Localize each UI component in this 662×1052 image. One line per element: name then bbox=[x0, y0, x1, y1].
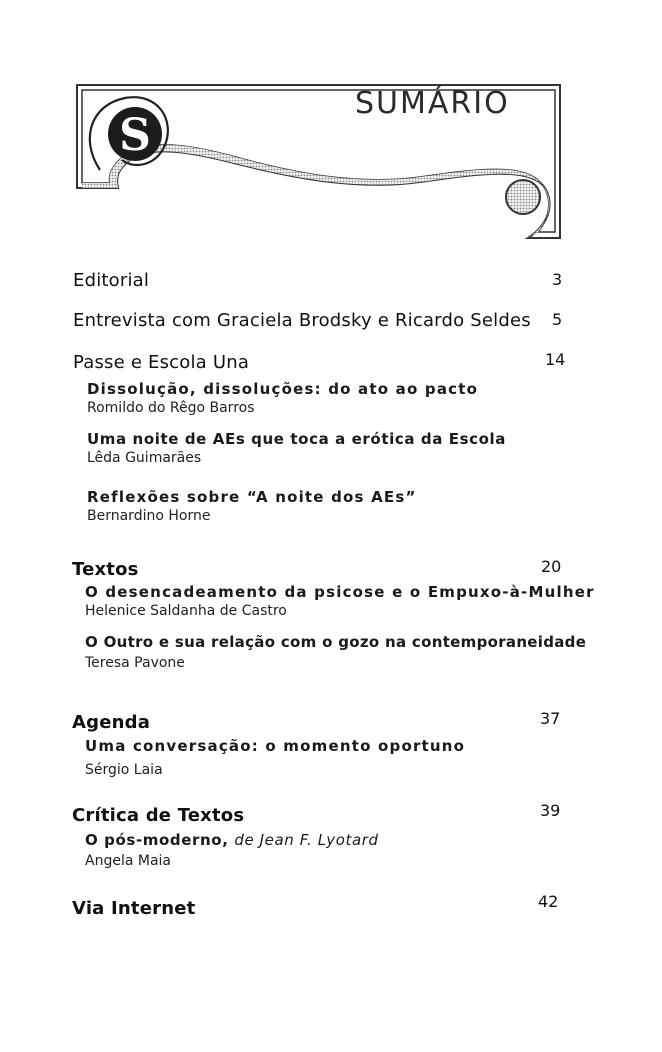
toc-section-editorial[interactable]: Editorial bbox=[73, 270, 150, 291]
toc-section-textos[interactable]: Textos bbox=[72, 559, 139, 580]
toc-section-passe[interactable]: Passe e Escola Una bbox=[73, 352, 250, 373]
toc-page-textos: 20 bbox=[541, 557, 562, 576]
page-title: SUMÁRIO bbox=[355, 86, 510, 121]
header-ornament bbox=[0, 0, 662, 250]
toc-article-author: Teresa Pavone bbox=[85, 655, 185, 671]
toc-page-internet: 42 bbox=[538, 892, 559, 911]
toc-article-title-main: O pós-moderno, bbox=[85, 831, 229, 849]
toc-article-title[interactable]: Uma conversação: o momento oportuno bbox=[85, 737, 466, 755]
toc-page-editorial: 3 bbox=[552, 270, 563, 289]
toc-section-critica[interactable]: Crítica de Textos bbox=[72, 805, 245, 826]
toc-article-author: Helenice Saldanha de Castro bbox=[85, 603, 287, 619]
toc-page-passe: 14 bbox=[545, 350, 566, 369]
toc-page-agenda: 37 bbox=[540, 709, 561, 728]
toc-section-internet[interactable]: Via Internet bbox=[72, 898, 196, 919]
ornament-ball bbox=[506, 180, 540, 214]
toc-article-title-suffix: de Jean F. Lyotard bbox=[234, 831, 379, 849]
toc-article-title[interactable]: O Outro e sua relação com o gozo na contemporaneidade bbox=[85, 633, 587, 651]
toc-article-title[interactable]: Reflexões sobre “A noite dos AEs” bbox=[87, 488, 417, 506]
toc-article-author: Lêda Guimarães bbox=[87, 450, 202, 466]
toc-section-agenda[interactable]: Agenda bbox=[72, 712, 151, 733]
toc-section-entrevista[interactable]: Entrevista com Graciela Brodsky e Ricardo Seldes bbox=[73, 310, 531, 331]
toc-article-author: Romildo do Rêgo Barros bbox=[87, 400, 255, 416]
toc-article-author: Angela Maia bbox=[85, 853, 171, 869]
toc-article-title[interactable]: Dissolução, dissoluções: do ato ao pacto bbox=[87, 380, 479, 398]
toc-page-entrevista: 5 bbox=[552, 310, 563, 329]
toc-article-author: Sérgio Laia bbox=[85, 762, 163, 778]
toc-article-title[interactable]: Uma noite de AEs que toca a erótica da Escola bbox=[87, 430, 506, 448]
toc-article-title[interactable] bbox=[85, 831, 379, 849]
logo-letter: S bbox=[119, 110, 151, 161]
toc-page-critica: 39 bbox=[540, 801, 561, 820]
toc-article-title[interactable]: O desencadeamento da psicose e o Empuxo-à-Mulher bbox=[85, 583, 595, 601]
toc-article-author: Bernardino Horne bbox=[87, 508, 211, 524]
